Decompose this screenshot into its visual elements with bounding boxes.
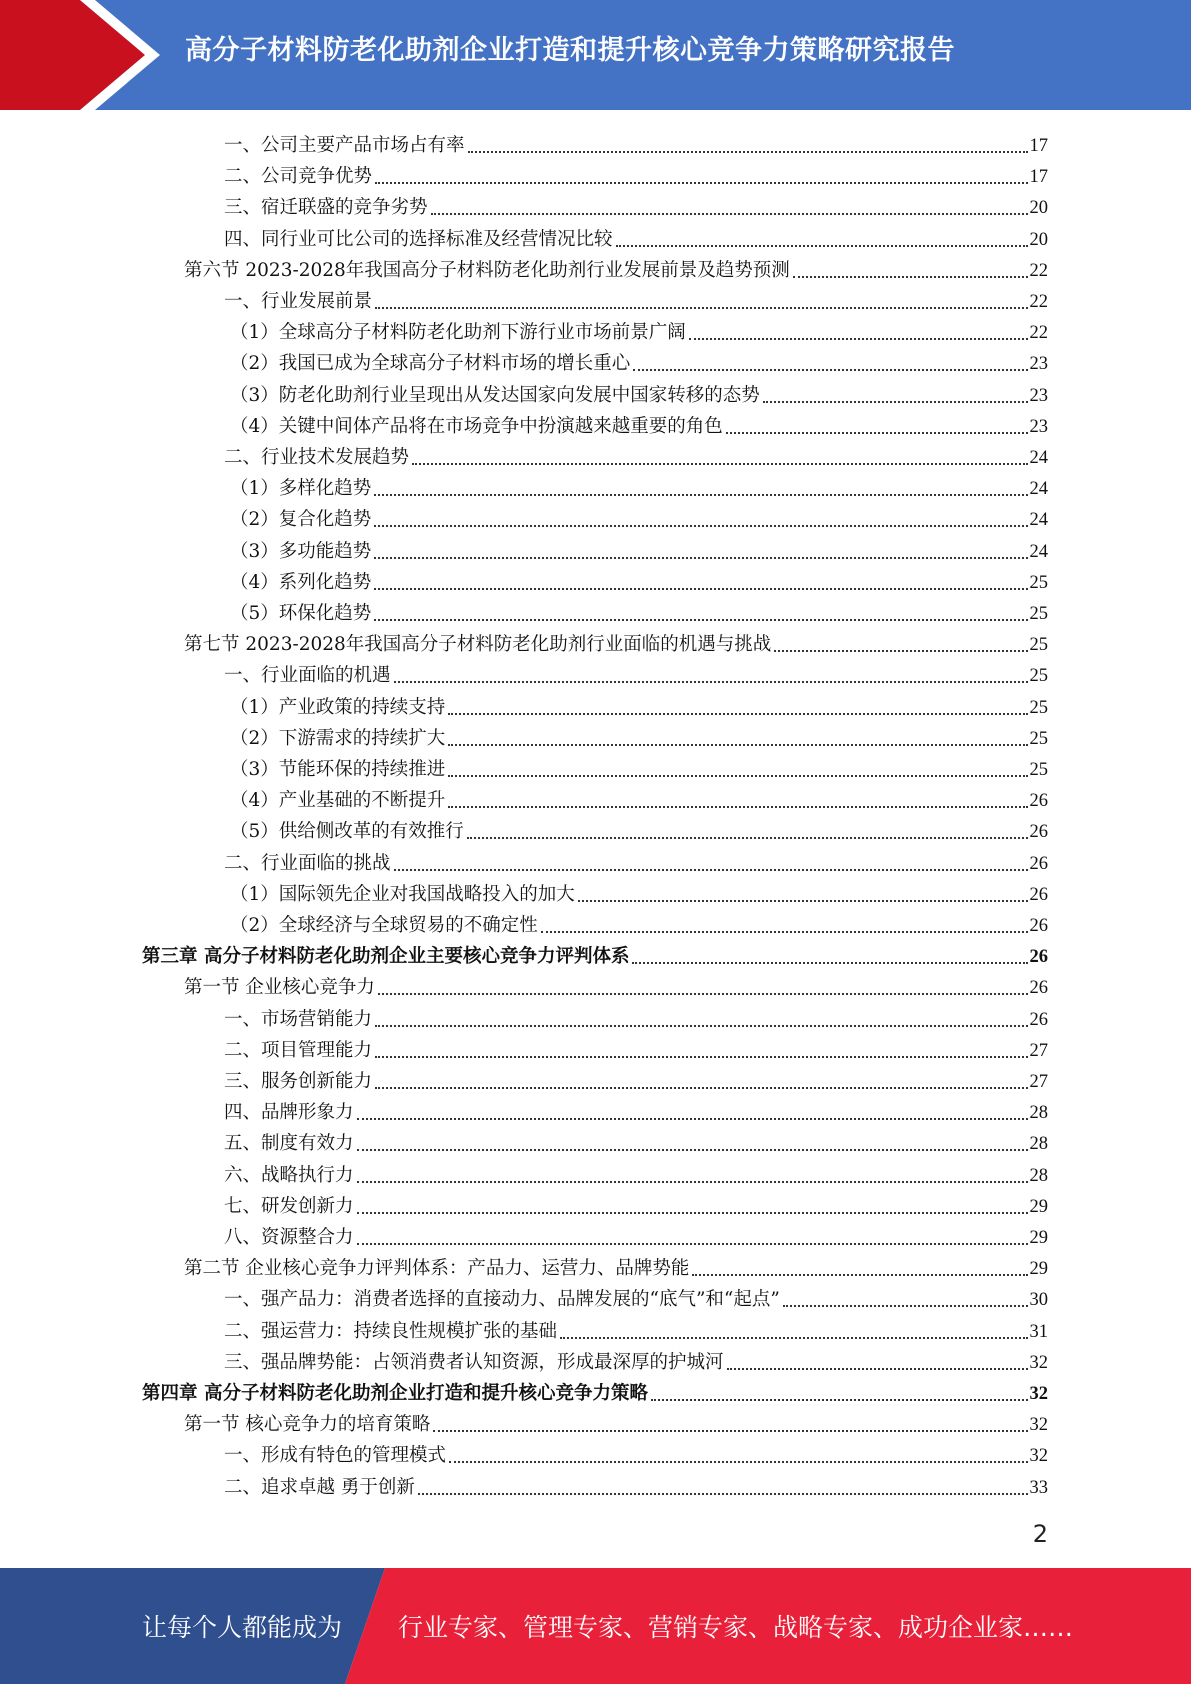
toc-entry-page: 22 xyxy=(1029,260,1048,281)
toc-entry-page: 26 xyxy=(1029,947,1048,968)
toc-entry-title: （2）下游需求的持续扩大 xyxy=(230,727,446,749)
toc-entry[interactable] xyxy=(230,314,1048,345)
footer-slogan-left: 让每个人都能成为 xyxy=(142,1613,343,1642)
toc-entry[interactable] xyxy=(230,377,1048,408)
toc-dot-leader xyxy=(578,899,1028,902)
toc-entry-title: 第二节 企业核心竞争力评判体系：产品力、运营力、品牌势能 xyxy=(184,1258,690,1280)
toc-entry-title: （4）关键中间体产品将在市场竞争中扮演越来越重要的角色 xyxy=(230,415,723,437)
toc-entry[interactable] xyxy=(184,252,1048,283)
toc-entry[interactable] xyxy=(224,1469,1048,1500)
toc-entry-title: （2）复合化趋势 xyxy=(230,509,372,531)
toc-entry-title: （3）节能环保的持续推进 xyxy=(230,759,446,780)
toc-entry-title: （3）防老化助剂行业呈现出从发达国家向发展中国家转移的态势 xyxy=(230,384,760,406)
toc-dot-leader xyxy=(467,836,1028,839)
toc-entry[interactable] xyxy=(224,189,1048,220)
toc-entry-title: 二、强运营力：持续良性规模扩张的基础 xyxy=(224,1320,558,1342)
toc-entry-title: 三、强品牌势能：占领消费者认知资源，形成最深厚的护城河 xyxy=(224,1351,724,1373)
toc-entry-page: 29 xyxy=(1029,1228,1048,1248)
toc-dot-leader xyxy=(431,212,1028,215)
toc-entry[interactable] xyxy=(224,1437,1048,1468)
toc-entry-page: 17 xyxy=(1029,136,1048,156)
toc-entry[interactable] xyxy=(230,907,1048,938)
toc-entry-page: 24 xyxy=(1029,479,1048,500)
toc-entry-title: 二、行业技术发展趋势 xyxy=(224,447,410,468)
toc-entry[interactable] xyxy=(230,533,1048,564)
toc-entry[interactable] xyxy=(230,720,1048,751)
toc-dot-leader xyxy=(727,1367,1028,1370)
toc-entry-page: 25 xyxy=(1029,604,1048,624)
toc-entry-page: 30 xyxy=(1029,1290,1048,1311)
toc-entry-title: 五、制度有效力 xyxy=(224,1133,354,1155)
toc-entry-title: 四、品牌形象力 xyxy=(224,1102,354,1124)
toc-dot-leader xyxy=(692,1273,1027,1276)
toc-entry[interactable] xyxy=(230,501,1048,532)
toc-dot-leader xyxy=(763,400,1028,403)
toc-entry[interactable] xyxy=(224,1281,1048,1312)
toc-entry[interactable] xyxy=(224,158,1048,189)
toc-entry-page: 26 xyxy=(1029,853,1048,874)
toc-entry-title: 一、形成有特色的管理模式 xyxy=(224,1445,447,1467)
toc-entry-page: 28 xyxy=(1029,1103,1048,1124)
toc-entry-page: 31 xyxy=(1029,1321,1048,1342)
toc-entry[interactable] xyxy=(230,408,1048,439)
toc-dot-leader xyxy=(632,961,1027,964)
toc-entry-page: 32 xyxy=(1029,1415,1048,1436)
toc-dot-leader xyxy=(374,493,1027,496)
toc-dot-leader xyxy=(793,275,1028,278)
toc-entry-title: 第一节 企业核心竞争力 xyxy=(184,977,375,999)
toc-entry-title: 七、研发创新力 xyxy=(224,1195,354,1217)
toc-dot-leader xyxy=(541,930,1028,933)
toc-entry-title: （1）国际领先企业对我国战略投入的加大 xyxy=(230,883,575,905)
toc-entry-title: （2）全球经济与全球贸易的不确定性 xyxy=(230,915,538,936)
toc-entry[interactable] xyxy=(230,689,1048,720)
toc-entry-page: 29 xyxy=(1029,1196,1048,1217)
toc-entry[interactable] xyxy=(230,782,1048,813)
toc-dot-leader xyxy=(374,524,1027,527)
toc-entry-page: 24 xyxy=(1029,448,1048,468)
toc-dot-leader xyxy=(375,1024,1027,1027)
toc-dot-leader xyxy=(774,649,1027,652)
toc-entry[interactable] xyxy=(224,221,1048,252)
toc-entry[interactable] xyxy=(230,813,1048,844)
toc-entry-title: 三、宿迁联盛的竞争劣势 xyxy=(224,197,428,219)
toc-entry[interactable] xyxy=(142,1375,1048,1406)
toc-entry-page: 20 xyxy=(1029,229,1048,250)
toc-dot-leader xyxy=(357,1242,1028,1245)
report-title: 高分子材料防老化助剂企业打造和提升核心竞争力策略研究报告 xyxy=(185,35,955,66)
toc-entry-page: 29 xyxy=(1029,1259,1048,1280)
toc-dot-leader xyxy=(616,244,1028,247)
toc-entry-page: 24 xyxy=(1029,541,1048,562)
toc-dot-leader xyxy=(375,1086,1027,1089)
toc-entry-title: 一、行业发展前景 xyxy=(224,291,373,312)
toc-dot-leader xyxy=(726,431,1028,434)
toc-entry[interactable] xyxy=(230,751,1048,782)
toc-dot-leader xyxy=(374,587,1027,590)
toc-entry-page: 32 xyxy=(1029,1446,1048,1467)
toc-entry-page: 26 xyxy=(1029,822,1048,843)
toc-dot-leader xyxy=(448,774,1027,777)
toc-entry-title: （1）全球高分子材料防老化助剂下游行业市场前景广阔 xyxy=(230,322,686,344)
toc-dot-leader xyxy=(357,1117,1028,1120)
toc-entry-title: 第七节 2023-2028年我国高分子材料防老化助剂行业面临的机遇与挑战 xyxy=(184,634,772,656)
toc-entry-page: 25 xyxy=(1029,666,1048,687)
toc-dot-leader xyxy=(418,1492,1028,1495)
toc-dot-leader xyxy=(468,150,1028,153)
footer-slogan-right: 行业专家、管理专家、营销专家、战略专家、成功企业家…… xyxy=(398,1613,1074,1642)
toc-entry[interactable] xyxy=(224,1313,1048,1344)
toc-entry-page: 17 xyxy=(1029,167,1048,188)
toc-entry-page: 25 xyxy=(1029,635,1048,656)
toc-entry-title: 第三章 高分子材料防老化助剂企业主要核心竞争力评判体系 xyxy=(142,946,630,968)
toc-dot-leader xyxy=(448,743,1027,746)
toc-entry[interactable] xyxy=(224,845,1048,876)
toc-entry[interactable] xyxy=(224,1344,1048,1375)
toc-entry[interactable] xyxy=(224,1188,1048,1219)
toc-dot-leader xyxy=(560,1336,1027,1339)
toc-dot-leader xyxy=(378,992,1028,995)
toc-dot-leader xyxy=(374,618,1027,621)
toc-entry-page: 26 xyxy=(1029,791,1048,812)
toc-entry-page: 28 xyxy=(1029,1134,1048,1155)
toc-entry-page: 26 xyxy=(1029,978,1048,999)
toc-entry[interactable] xyxy=(230,470,1048,501)
toc-dot-leader xyxy=(357,1148,1028,1151)
header-red-arrow xyxy=(0,0,145,110)
toc-dot-leader xyxy=(448,805,1027,808)
toc-entry[interactable] xyxy=(224,439,1048,470)
toc-dot-leader xyxy=(783,1304,1028,1307)
toc-entry-page: 27 xyxy=(1029,1072,1048,1092)
toc-entry-title: 一、行业面临的机遇 xyxy=(224,665,391,687)
toc-entry-page: 26 xyxy=(1029,916,1048,936)
toc-entry-page: 33 xyxy=(1029,1477,1048,1498)
toc-entry-title: 八、资源整合力 xyxy=(224,1227,354,1248)
toc-entry[interactable] xyxy=(230,345,1048,376)
toc-entry-page: 25 xyxy=(1029,760,1048,780)
toc-entry-title: 六、战略执行力 xyxy=(224,1164,354,1186)
toc-entry[interactable] xyxy=(184,626,1048,657)
toc-entry-title: 一、市场营销能力 xyxy=(224,1008,373,1030)
toc-entry-title: （5）环保化趋势 xyxy=(230,603,372,624)
toc-entry-title: （1）多样化趋势 xyxy=(230,478,372,500)
toc-entry-title: 二、行业面临的挑战 xyxy=(224,852,391,874)
toc-entry-title: 第四章 高分子材料防老化助剂企业打造和提升核心竞争力策略 xyxy=(142,1383,648,1404)
toc-entry-page: 23 xyxy=(1029,416,1048,437)
toc-entry-title: 一、强产品力：消费者选择的直接动力、品牌发展的“底气”和“起点” xyxy=(224,1289,780,1311)
toc-entry-page: 20 xyxy=(1029,198,1048,219)
toc-entry[interactable] xyxy=(230,595,1048,626)
toc-entry[interactable] xyxy=(184,969,1048,1000)
toc-dot-leader xyxy=(449,1460,1027,1463)
toc-entry[interactable] xyxy=(224,1219,1048,1250)
toc-entry-title: （4）产业基础的不断提升 xyxy=(230,790,446,812)
toc-dot-leader xyxy=(375,1055,1027,1058)
toc-entry-title: （1）产业政策的持续支持 xyxy=(230,696,446,718)
toc-entry-title: 四、同行业可比公司的选择标准及经营情况比较 xyxy=(224,228,613,250)
toc-entry-title: 第六节 2023-2028年我国高分子材料防老化助剂行业发展前景及趋势预测 xyxy=(184,259,790,281)
toc-entry-title: 一、公司主要产品市场占有率 xyxy=(224,135,465,156)
toc-dot-leader xyxy=(651,1398,1028,1401)
toc-entry[interactable] xyxy=(230,876,1048,907)
toc-entry-title: 二、公司竞争优势 xyxy=(224,166,373,188)
toc-entry[interactable] xyxy=(224,127,1048,158)
toc-dot-leader xyxy=(375,181,1027,184)
toc-entry[interactable] xyxy=(224,283,1048,314)
toc-entry-title: （3）多功能趋势 xyxy=(230,540,372,562)
toc-entry[interactable] xyxy=(224,1094,1048,1125)
toc-entry-page: 25 xyxy=(1029,572,1048,593)
toc-entry-page: 32 xyxy=(1029,1384,1048,1404)
page-footer xyxy=(0,1568,1191,1684)
toc-entry-title: 三、服务创新能力 xyxy=(224,1071,373,1092)
toc-dot-leader xyxy=(394,680,1028,683)
toc-dot-leader xyxy=(433,1429,1027,1432)
toc-entry[interactable] xyxy=(224,1001,1048,1032)
toc-entry[interactable] xyxy=(224,1063,1048,1094)
toc-entry[interactable] xyxy=(230,564,1048,595)
toc-dot-leader xyxy=(357,1180,1028,1183)
toc-entry-page: 25 xyxy=(1029,728,1048,749)
toc-entry[interactable] xyxy=(224,1032,1048,1063)
page-number: 2 xyxy=(1032,1520,1048,1548)
toc-dot-leader xyxy=(375,306,1027,309)
toc-dot-leader xyxy=(374,556,1027,559)
toc-dot-leader xyxy=(357,1211,1028,1214)
toc-entry-title: （2）我国已成为全球高分子材料市场的增长重心 xyxy=(230,353,631,375)
toc-entry-title: （4）系列化趋势 xyxy=(230,571,372,593)
toc-entry[interactable] xyxy=(224,1125,1048,1156)
toc-entry[interactable] xyxy=(142,938,1048,969)
toc-entry-page: 24 xyxy=(1029,510,1048,531)
toc-entry-page: 22 xyxy=(1029,323,1048,344)
toc-entry-page: 32 xyxy=(1029,1352,1048,1373)
toc-entry-page: 28 xyxy=(1029,1165,1048,1186)
toc-entry-title: 二、追求卓越 勇于创新 xyxy=(224,1476,415,1498)
toc-entry-page: 26 xyxy=(1029,884,1048,905)
toc-entry-page: 27 xyxy=(1029,1040,1048,1061)
toc-entry-page: 26 xyxy=(1029,1009,1048,1030)
toc-dot-leader xyxy=(394,868,1028,871)
toc-entry[interactable] xyxy=(224,657,1048,688)
page-header xyxy=(0,0,1191,110)
toc-dot-leader xyxy=(633,368,1027,371)
toc-entry-page: 22 xyxy=(1029,292,1048,312)
toc-entry[interactable] xyxy=(184,1406,1048,1437)
toc-entry-title: 第一节 核心竞争力的培育策略 xyxy=(184,1414,431,1436)
toc-dot-leader xyxy=(448,712,1027,715)
toc-entry-page: 25 xyxy=(1029,697,1048,718)
toc-entry-page: 23 xyxy=(1029,354,1048,375)
toc-dot-leader xyxy=(689,337,1028,340)
toc-entry-page: 23 xyxy=(1029,385,1048,406)
toc-entry[interactable] xyxy=(184,1250,1048,1281)
toc-dot-leader xyxy=(412,462,1027,465)
toc-entry[interactable] xyxy=(224,1157,1048,1188)
toc-entry-title: （5）供给侧改革的有效推行 xyxy=(230,821,464,843)
toc-entry-title: 二、项目管理能力 xyxy=(224,1039,373,1061)
